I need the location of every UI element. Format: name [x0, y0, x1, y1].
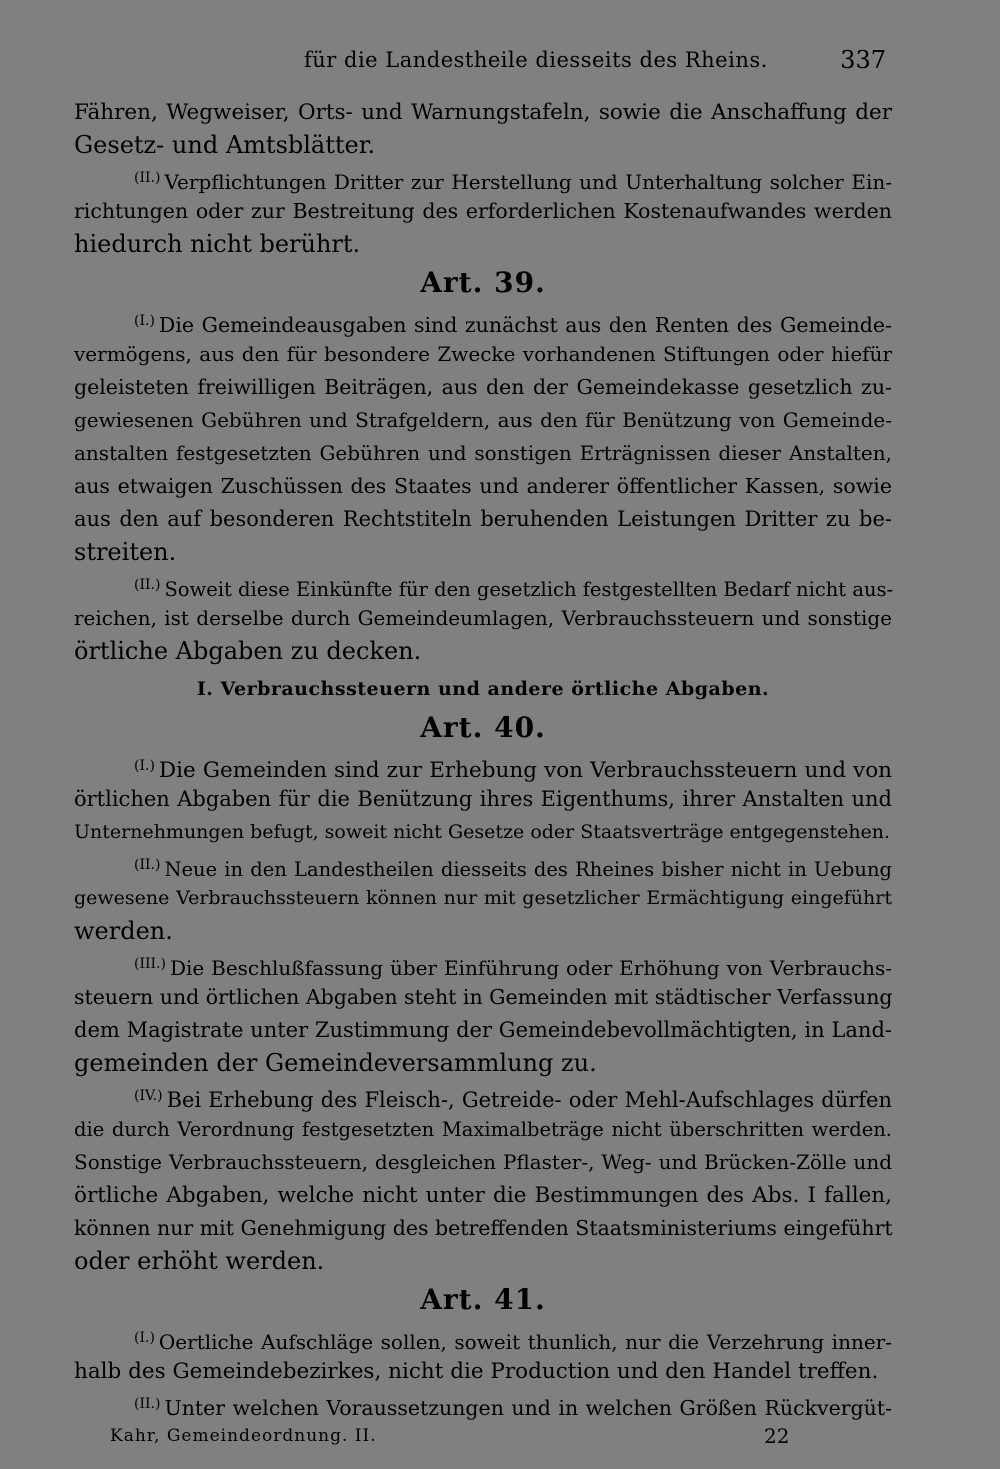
- text-line: gemeinden der Gemeindeversammlung zu.: [74, 1049, 597, 1077]
- paragraph-marker: (IV.): [134, 1088, 163, 1104]
- text-line: geleisteten freiwilligen Beiträgen, aus den der Gemeindekasse gesetzlich zu-: [74, 375, 892, 399]
- text-line: Soweit diese Einkünfte für den gesetzlich festgestellten Bedarf nicht aus-: [164, 578, 894, 601]
- paragraph-first-line: [74, 1080, 892, 1113]
- paragraph-first-line: [74, 1388, 892, 1421]
- paragraph-first-line: [74, 305, 892, 338]
- text-line: örtliche Abgaben zu decken.: [74, 637, 422, 665]
- text-line: aus den auf besonderen Rechtstiteln beruhenden Leistungen Dritter zu be-: [74, 507, 892, 531]
- paragraph-first-line: [74, 948, 892, 981]
- paragraph-marker: (I.): [134, 758, 155, 774]
- text-line: reichen, ist derselbe durch Gemeindeumlagen, Verbrauchssteuern und sonstige: [74, 606, 892, 630]
- text-line: halb des Gemeindebezirkes, nicht die Production und den Handel treffen.: [74, 1359, 879, 1384]
- text-line: Unter welchen Voraussetzungen und in welchen Größen Rückvergüt-: [164, 1396, 892, 1420]
- text-line: Verpflichtungen Dritter zur Herstellung und Unterhaltung solcher Ein-: [164, 170, 892, 194]
- page-number: 337: [840, 46, 886, 74]
- signature-line: Kahr, Gemeindeordnung. II.: [110, 1426, 377, 1446]
- text-line: anstalten festgesetzten Gebühren und sonstigen Erträgnissen dieser Anstalten,: [74, 441, 892, 465]
- paragraph-first-line: [74, 1322, 892, 1355]
- sheet-number: 22: [764, 1424, 790, 1448]
- text-line: können nur mit Genehmigung des betreffenden Staatsministeriums eingeführt: [74, 1216, 893, 1240]
- text-line: Die Gemeindeausgaben sind zunächst aus den Renten des Gemeinde-: [158, 313, 892, 337]
- text-line: Neue in den Landestheilen diesseits des Rheines bisher nicht in Uebung: [164, 858, 892, 881]
- running-head: [74, 48, 892, 76]
- text-line: örtliche Abgaben, welche nicht unter die Bestimmungen des Abs. I fallen,: [74, 1183, 892, 1208]
- paragraph-first-line: [74, 569, 892, 602]
- text-line: Fähren, Wegweiser, Orts- und Warnungstafeln, sowie die Anschaffung der: [74, 100, 892, 125]
- section-heading: I. Verbrauchssteuern und andere örtliche Abgaben.: [196, 678, 770, 700]
- text-line: Die Gemeinden sind zur Erhebung von Verbrauchssteuern und von: [158, 758, 892, 783]
- paragraph-first-line: [74, 849, 892, 882]
- paragraph-marker: (II.): [134, 170, 161, 186]
- text-line: streiten.: [74, 538, 177, 566]
- paragraph-marker: (III.): [134, 956, 166, 972]
- paragraph-marker: (I.): [134, 313, 155, 329]
- text-line: Gesetz- und Amtsblätter.: [74, 131, 376, 159]
- text-line: werden.: [74, 917, 173, 945]
- paragraph-marker: (I.): [134, 1330, 155, 1346]
- paragraph-marker: (II.): [134, 857, 161, 873]
- text-line: hiedurch nicht berührt.: [74, 230, 361, 258]
- text-line: Bei Erhebung des Fleisch-, Getreide- oder Mehl-Aufschlages dürfen: [166, 1088, 892, 1112]
- text-line: Unternehmungen befugt, soweit nicht Gesetze oder Staatsverträge entgegenstehen.: [74, 821, 891, 843]
- text-line: oder erhöht werden.: [74, 1247, 325, 1275]
- article-heading: Art. 41.: [420, 1283, 546, 1316]
- article-heading: Art. 39.: [420, 266, 546, 299]
- running-title: für die Landestheile diesseits des Rheins.: [304, 48, 768, 72]
- paragraph-first-line: [74, 162, 892, 195]
- paragraph-marker: (II.): [134, 577, 161, 593]
- paragraph-marker: (II.): [134, 1396, 161, 1412]
- page-body: [74, 96, 892, 1421]
- text-line: steuern und örtlichen Abgaben steht in Gemeinden mit städtischer Verfassung: [74, 985, 893, 1009]
- text-line: gewiesenen Gebühren und Strafgeldern, aus den für Benützung von Gemeinde-: [74, 408, 892, 432]
- text-line: Die Beschlußfassung über Einführung oder Erhöhung von Verbrauchs-: [169, 956, 892, 980]
- text-line: richtungen oder zur Bestreitung des erforderlichen Kostenaufwandes werden: [74, 199, 892, 223]
- text-line: Oertliche Aufschläge sollen, soweit thunlich, nur die Verzehrung inner-: [158, 1330, 892, 1354]
- text-line: aus etwaigen Zuschüssen des Staates und anderer öffentlicher Kassen, sowie: [74, 474, 892, 498]
- text-line: die durch Verordnung festgesetzten Maximalbeträge nicht überschritten werden.: [74, 1118, 892, 1141]
- text-line: gewesene Verbrauchssteuern können nur mit gesetzlicher Ermächtigung eingeführt: [74, 887, 892, 909]
- article-heading: Art. 40.: [420, 711, 546, 744]
- page-footer: [74, 1426, 892, 1452]
- text-line: vermögens, aus den für besondere Zwecke vorhandenen Stiftungen oder hiefür: [74, 342, 892, 366]
- text-line: Sonstige Verbrauchssteuern, desgleichen Pflaster-, Weg- und Brücken-Zölle und: [74, 1150, 892, 1174]
- text-line: örtlichen Abgaben für die Benützung ihres Eigenthums, ihrer Anstalten und: [74, 787, 892, 811]
- text-line: dem Magistrate unter Zustimmung der Gemeindebevollmächtigten, in Land-: [74, 1018, 892, 1042]
- paragraph-first-line: [74, 750, 892, 783]
- book-page: [74, 0, 892, 1469]
